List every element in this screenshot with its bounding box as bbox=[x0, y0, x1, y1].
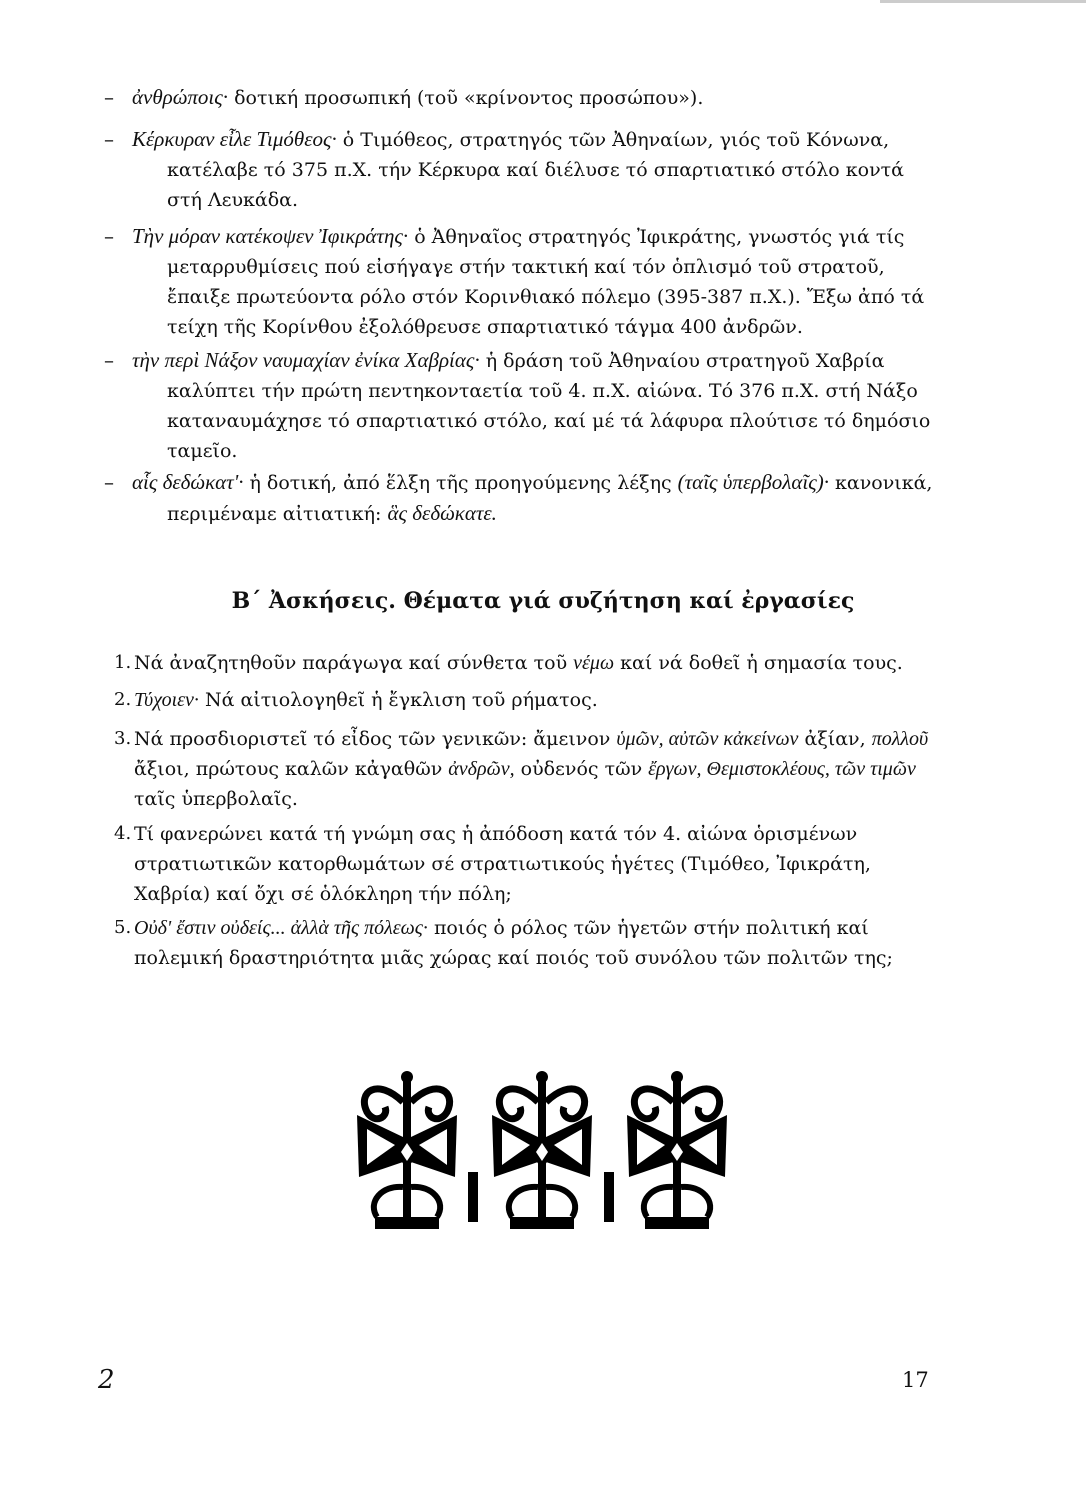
note-term: Κέρκυραν εἶλε Τιμόθεος· bbox=[132, 127, 337, 151]
note-text-continued: κανονικά, περιμέναμε αἰτιατική: bbox=[167, 472, 933, 525]
note-dash: – bbox=[104, 470, 114, 494]
note-dash: – bbox=[104, 127, 114, 151]
exercise-text: ἀξίαν, bbox=[804, 728, 866, 750]
exercise-term: ἀνδρῶν, bbox=[448, 758, 515, 780]
note-text: ἡ δοτική, ἀπό ἕλξη τῆς προηγούμενης λέξης bbox=[249, 472, 672, 494]
exercise-text: ἄξιοι, πρώτους καλῶν κἀγαθῶν bbox=[134, 758, 443, 780]
note-5 bbox=[104, 467, 944, 529]
exercise-text: Νά προσδιοριστεῖ τό εἶδος τῶν γενικῶν: ἄμεινον bbox=[134, 728, 611, 750]
exercise-number: 2. bbox=[114, 689, 132, 710]
exercise-term: ὑμῶν, αὐτῶν κἀκείνων bbox=[616, 728, 799, 750]
exercise-number: 3. bbox=[114, 728, 132, 749]
note-term: τὴν περὶ Νάξον ναυμαχίαν ἐνίκα Χαβρίας· bbox=[132, 348, 480, 372]
exercise-3 bbox=[104, 724, 944, 814]
exercise-term: ἔργων, Θεμιστοκλέους, τῶν τιμῶν bbox=[648, 758, 916, 780]
note-term: αἷς δεδώκατ'· bbox=[132, 470, 244, 494]
exercise-number: 4. bbox=[114, 823, 132, 844]
exercise-2 bbox=[104, 685, 944, 715]
exercise-text: Νά αἰτιολογηθεῖ ἡ ἔγκλιση τοῦ ρήματος. bbox=[204, 689, 598, 711]
note-2 bbox=[104, 124, 944, 215]
note-dash: – bbox=[104, 85, 114, 109]
note-term: Τὴν μόραν κατέκοψεν Ἰφικράτης· bbox=[132, 224, 409, 248]
note-term: ἀνθρώποις· bbox=[132, 85, 229, 109]
note-dash: – bbox=[104, 224, 114, 248]
note-text: ὁ Ἀθηναῖος στρατηγός Ἰφικράτης, γνωστός γιά τίς μεταρρυθμίσεις πού εἰσήγαγε στήν τακτική καί τόν ὁπλισμό τοῦ στρατοῦ, ἔπαιξε πρωτεύοντα ρόλο στόν Κορινθιακό πόλεμο (395-387 π.Χ.). Ἔξω ἀπό τά τείχη τῆς Κορίνθου ἐξολόθρευσε σπαρτιατικό τάγμα 400 ἀνδρῶν. bbox=[167, 226, 925, 338]
exercise-text: ταῖς ὑπερβολαῖς. bbox=[134, 788, 298, 810]
note-term-example: ἃς δεδώκατε. bbox=[387, 501, 497, 525]
section-heading: Β΄ Ἀσκήσεις. Θέματα γιά συζήτηση καί ἐργασίες bbox=[231, 588, 855, 614]
note-text: ἡ δράση τοῦ Ἀθηναίου στρατηγοῦ Χαβρία καλύπτει τήν πρώτη πεντηκονταετία τοῦ 4. π.Χ. αἰώνα. Τό 376 π.Χ. στή Νάξο καταναυμάχησε τό σπαρτιατικό στόλο, καί μέ τά λάφυρα πλούτισε τό δημόσιο ταμεῖο. bbox=[167, 350, 931, 462]
exercise-text: Τί φανερώνει κατά τή γνώμη σας ἡ ἀπόδοση κατά τόν 4. αἰώνα ὁρισμένων στρατιωτικῶν κατορθωμάτων σέ στρατιωτικούς ἡγέτες (Τιμόθεο, Ἰφικράτη, Χαβρία) καί ὄχι σέ ὁλόκληρη τήν πόλη; bbox=[134, 823, 871, 905]
page-number: 17 bbox=[902, 1368, 929, 1392]
decorative-ornament bbox=[342, 1062, 742, 1237]
exercise-text: οὐδενός τῶν bbox=[520, 758, 643, 780]
exercise-text: Νά ἀναζητηθοῦν παράγωγα καί σύνθετα τοῦ bbox=[134, 652, 568, 674]
exercise-term: πολλοῦ bbox=[871, 728, 929, 750]
note-3 bbox=[104, 221, 944, 342]
note-4 bbox=[104, 345, 944, 466]
exercise-term: Οὐδ' ἔστιν οὐδείς... ἀλλὰ τῆς πόλεως· bbox=[134, 917, 428, 939]
exercise-5 bbox=[104, 913, 944, 973]
exercise-term: νέμω bbox=[573, 652, 615, 674]
exercise-4 bbox=[104, 819, 944, 909]
exercise-1 bbox=[104, 648, 944, 678]
signature-mark: 2 bbox=[98, 1365, 115, 1395]
exercise-number: 5. bbox=[114, 917, 132, 938]
note-text: δοτική προσωπική (τοῦ «κρίνοντος προσώπου»). bbox=[234, 87, 704, 109]
exercise-text: ποιός ὁ ρόλος τῶν ἡγετῶν στήν πολιτική καί πολεμική δραστηριότητα μιᾶς χώρας καί ποιός τοῦ συνόλου τῶν πολιτῶν της; bbox=[134, 917, 893, 969]
note-term-secondary: (ταῖς ὑπερβολαῖς)· bbox=[677, 470, 829, 494]
exercise-number: 1. bbox=[114, 652, 132, 673]
note-1 bbox=[104, 82, 944, 113]
note-dash: – bbox=[104, 348, 114, 372]
scan-edge-line bbox=[880, 0, 1086, 3]
exercise-term: Τύχοιεν· bbox=[134, 689, 199, 711]
note-text: ὁ Τιμόθεος, στρατηγός τῶν Ἀθηναίων, γιός τοῦ Κόνωνα, κατέλαβε τό 375 π.Χ. τήν Κέρκυρα καί διέλυσε τό σπαρτιατικό στόλο κοντά στή Λευκάδα. bbox=[167, 129, 904, 211]
exercise-text-end: καί νά δοθεῖ ἡ σημασία τους. bbox=[620, 652, 903, 674]
